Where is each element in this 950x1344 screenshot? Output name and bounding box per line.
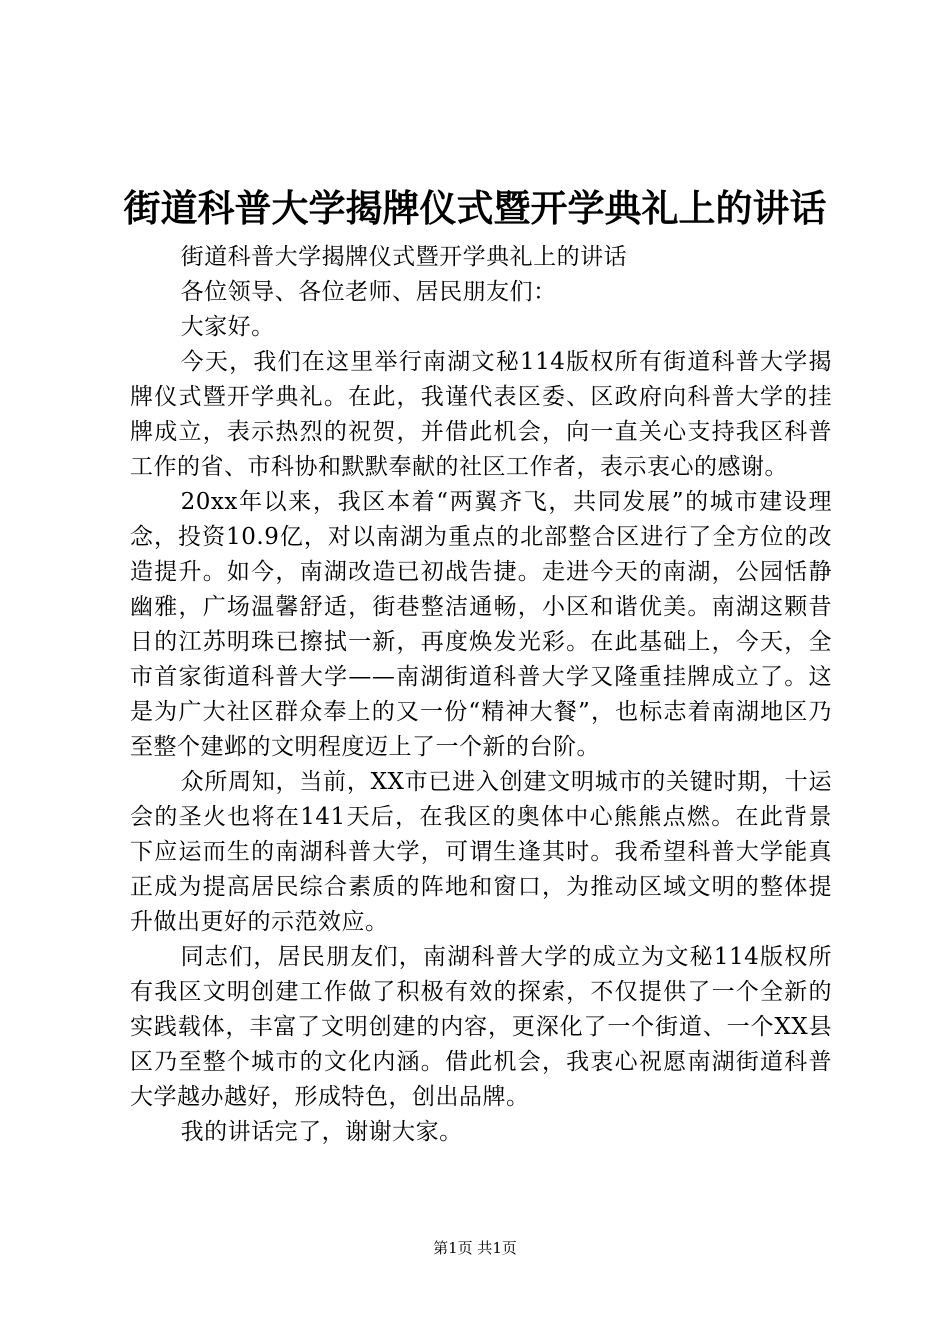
paragraph-wishes: 同志们，居民朋友们，南湖科普大学的成立为文秘114版权所有我区文明创建工作做了积极有效的探索，不仅提供了一个全新的实践载体，丰富了文明创建的内容，更深化了一个街道、一个XX县区乃至整个城市的文化内涵。借此机会，我衷心祝愿南湖街道科普大学越办越好，形成特色，创出品牌。 [130, 944, 832, 1110]
paragraph-closing: 我的讲话完了，谢谢大家。 [180, 1119, 463, 1145]
paragraph-greeting: 大家好。 [180, 314, 275, 340]
page-number-footer: 第1页 共1页 [433, 1239, 517, 1257]
paragraph-opening: 今天，我们在这里举行南湖文秘114版权所有街道科普大学揭牌仪式暨开学典礼。在此，我谨代表区委、区政府向科普大学的挂牌成立，表示热烈的祝贺，并借此机会，向一直关心支持我区科普工作的省、市科协和默默奉献的社区工作者，表示衷心的感谢。 [130, 349, 832, 480]
paragraph-repeated-title: 街道科普大学揭牌仪式暨开学典礼上的讲话 [180, 244, 628, 270]
paragraph-salutation: 各位领导、各位老师、居民朋友们： [180, 279, 557, 305]
document-title: 街道科普大学揭牌仪式暨开学典礼上的讲话 [123, 186, 827, 230]
document-body [130, 240, 832, 1150]
paragraph-development: 20xx年以来，我区本着“两翼齐飞，共同发展”的城市建设理念，投资10.9亿，对以南湖为重点的北部整合区进行了全方位的改造提升。如今，南湖改造已初战告捷。走进今天的南湖，公园恬静幽雅，广场温馨舒适，街巷整洁通畅，小区和谐优美。南湖这颗昔日的江苏明珠已擦拭一新，再度焕发光彩。在此基础上，今天，全市首家街道科普大学——南湖街道科普大学又隆重挂牌成立了。这是为广大社区群众奉上的又一份“精神大餐”，也标志着南湖地区乃至整个建邺的文明程度迈上了一个新的台阶。 [130, 489, 832, 760]
paragraph-background: 众所周知，当前，XX市已进入创建文明城市的关键时期，十运会的圣火也将在141天后，在我区的奥体中心熊熊点燃。在此背景下应运而生的南湖科普大学，可谓生逢其时。我希望科普大学能真正成为提高居民综合素质的阵地和窗口，为推动区域文明的整体提升做出更好的示范效应。 [130, 769, 832, 935]
